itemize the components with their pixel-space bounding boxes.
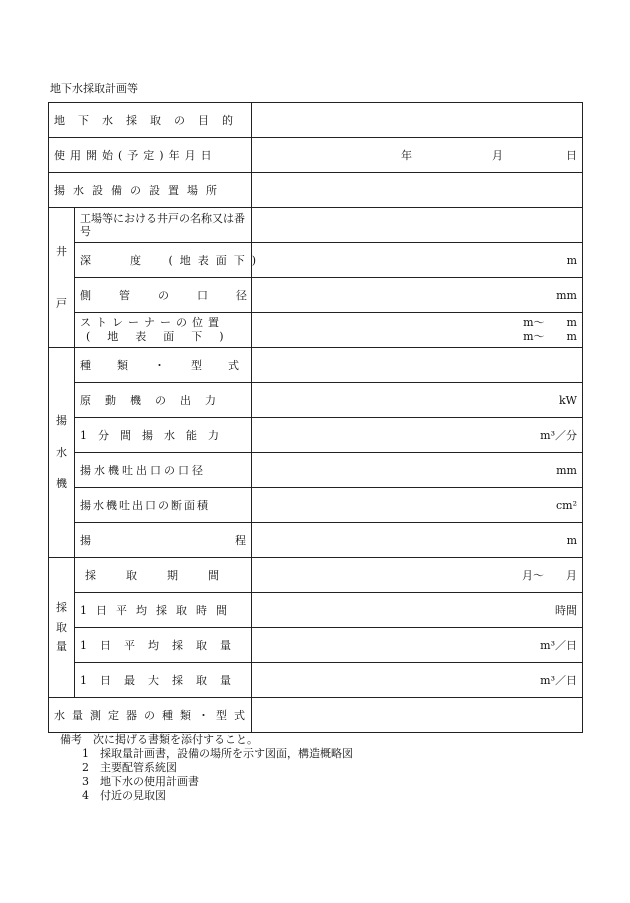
strainer-label-1: ストレーナーの位置 [80, 316, 224, 329]
row-meter [49, 698, 583, 733]
daily-max-label: 1日最大採取量 [75, 663, 252, 698]
row-pump-output [49, 383, 583, 418]
pump-output-label: 原動機の出力 [75, 383, 252, 418]
pump-head-spread [80, 532, 246, 548]
row-start-date [49, 138, 583, 173]
pump-head-label [75, 523, 252, 558]
row-daily-avg [49, 628, 583, 663]
well-diameter-input[interactable]: mm [252, 278, 583, 313]
pump-capacity-input[interactable]: m³／分 [252, 418, 583, 453]
row-strainer [49, 313, 583, 348]
volume-group-label [49, 558, 75, 698]
date-units [257, 147, 577, 163]
outlet-diameter-input[interactable]: mm [252, 453, 583, 488]
daily-hours-input[interactable]: 時間 [252, 593, 583, 628]
depth-label-right: (地表面下) [168, 254, 264, 267]
well-depth-input[interactable]: m [252, 243, 583, 278]
head-label-left: 揚 [80, 534, 91, 547]
pump-char-1: 揚 [56, 413, 67, 427]
row-pump-head [49, 523, 583, 558]
pump-head-input[interactable]: m [252, 523, 583, 558]
purpose-label-text: 地下水採取の目的 [54, 114, 246, 127]
remarks-item: 1 採取量計画書，設備の場所を示す図面，構造概略図 [82, 747, 353, 760]
remarks-head: 備考 次に掲げる書類を添付すること。 [60, 733, 258, 746]
year-unit: 年 [401, 149, 412, 162]
remarks-item: 4 付近の見取図 [82, 789, 166, 802]
pump-char-2: 水 [56, 445, 67, 459]
outlet-area-input[interactable]: cm² [252, 488, 583, 523]
depth-label-left: 深 度 [80, 254, 155, 267]
start-date-label: 使用開始(予定)年月日 [49, 138, 252, 173]
strainer-input[interactable] [252, 313, 583, 348]
row-pump-type [49, 348, 583, 383]
meter-label: 水量測定器の種類・型式 [49, 698, 252, 733]
strainer-unit-1: m〜 m [523, 316, 577, 329]
row-outlet-diameter [49, 453, 583, 488]
row-outlet-area [49, 488, 583, 523]
well-char-1: 井 [56, 244, 67, 258]
period-input[interactable]: 月〜 月 [252, 558, 583, 593]
remarks [60, 733, 353, 803]
pump-char-3: 機 [56, 477, 67, 491]
strainer-unit-2: m〜 m [523, 330, 577, 343]
well-name-input[interactable] [252, 208, 583, 243]
location-label: 揚水設備の設置場所 [49, 173, 252, 208]
well-name-label: 工場等における井戸の名称又は番号 [75, 208, 252, 243]
period-label: 採取期間 [75, 558, 252, 593]
row-period [49, 558, 583, 593]
month-unit: 月 [492, 149, 503, 162]
pump-group-label [49, 348, 75, 558]
row-well-depth [49, 243, 583, 278]
purpose-label [49, 103, 252, 138]
row-well-name [49, 208, 583, 243]
volume-char-1: 採 [56, 600, 67, 614]
pump-type-label: 種類・型式 [75, 348, 252, 383]
remarks-item: 2 主要配管系統図 [82, 761, 177, 774]
daily-max-input[interactable]: m³／日 [252, 663, 583, 698]
well-group-label [49, 208, 75, 348]
strainer-label-2: (地表面下) [86, 330, 241, 343]
pump-type-input[interactable] [252, 348, 583, 383]
plan-form-table [48, 102, 583, 733]
daily-avg-input[interactable]: m³／日 [252, 628, 583, 663]
daily-hours-label: 1日平均採取時間 [75, 593, 252, 628]
pump-output-input[interactable]: kW [252, 383, 583, 418]
row-purpose [49, 103, 583, 138]
head-label-right: 程 [235, 534, 246, 547]
document-title: 地下水採取計画等 [50, 82, 138, 95]
pump-capacity-label: 1分間揚水能力 [75, 418, 252, 453]
row-pump-capacity [49, 418, 583, 453]
row-well-diameter [49, 278, 583, 313]
remarks-item: 3 地下水の使用計画書 [82, 775, 199, 788]
day-unit: 日 [566, 149, 577, 162]
outlet-diameter-label: 揚水機吐出口の口径 [75, 453, 252, 488]
well-char-2: 戸 [56, 296, 67, 310]
outlet-area-label: 揚水機吐出口の断面積 [75, 488, 252, 523]
well-depth-label [75, 243, 264, 278]
meter-input[interactable] [252, 698, 583, 733]
volume-char-3: 量 [56, 640, 67, 654]
daily-avg-label: 1日平均採取量 [75, 628, 252, 663]
volume-char-2: 取 [56, 620, 67, 634]
purpose-input[interactable] [252, 103, 583, 138]
row-location [49, 173, 583, 208]
strainer-label [75, 313, 252, 348]
well-diameter-label: 側管の口径 [75, 278, 252, 313]
location-input[interactable] [252, 173, 583, 208]
start-date-input[interactable] [252, 138, 583, 173]
row-daily-hours [49, 593, 583, 628]
row-daily-max [49, 663, 583, 698]
